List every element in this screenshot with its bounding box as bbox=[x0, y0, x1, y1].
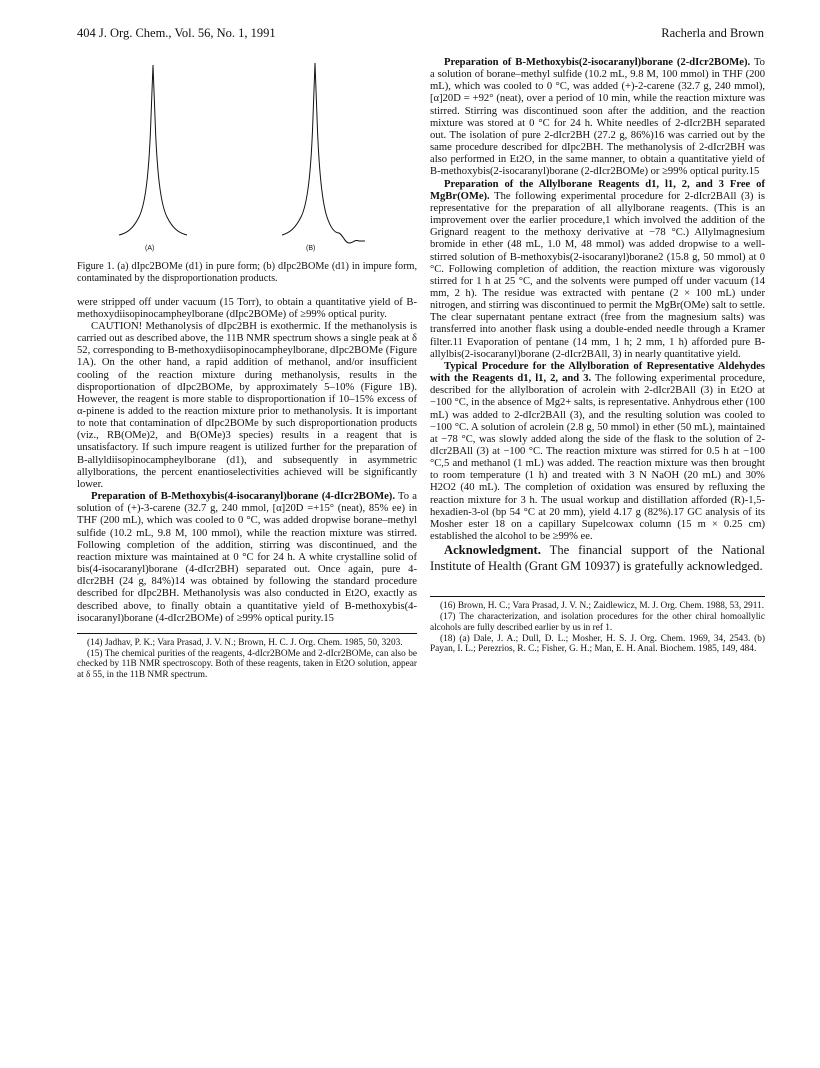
right-procedure-paragraph-1 bbox=[430, 57, 765, 179]
footnote-17: (17) The characterization, and isolation procedures for the other chiral homoallylic alcohols are fully described earlier by us in ref 1. bbox=[430, 612, 765, 633]
nmr-spectra-graphic bbox=[77, 57, 417, 257]
footnote-18: (18) (a) Dale, J. A.; Dull, D. L.; Mosher, H. S. J. Org. Chem. 1969, 34, 2543. (b) Payan, I. L.; Perezrios, R. C.; Fisher, G. H.; Man, E. H. Anal. Biochem. 1985, 149, 484. bbox=[430, 633, 765, 655]
procedure-heading-allylboration: Typical Procedure for the Allylboration of Representative Aldehydes with the Reagents d1, l1, 2, and 3. bbox=[430, 360, 765, 385]
left-paragraph-1: were stripped off under vacuum (15 Torr), to obtain a quantitative yield of B-methoxydiisopinocampheylborane (dIpc2BOMe) of ≥99% optical purity. bbox=[77, 296, 417, 320]
procedure-heading-4-icr: Preparation of B-Methoxybis(4-isocaranyl)borane (4-dIcr2BOMe). bbox=[91, 491, 395, 503]
right-procedure-paragraph-3 bbox=[430, 361, 765, 543]
page-header bbox=[77, 26, 764, 44]
procedure-text-2-icr: To a solution of borane–methyl sulfide (10.2 mL, 9.8 M, 100 mmol) in THF (200 mL), which was cooled to 0 °C, was added (+)-2-carene (32.7 g, 240 mmol), [α]20D = +92° (neat), over a period of 10 min, while the reaction mixture was stirred. Stirring was discontinued soon after the addition, and the reaction mixture was stored at 0 °C for 24 h. White needles of 2-dIcr2BH separated out. The isolation of pure 2-dIcr2BH (27.2 g, 86%)16 was carried out by the same procedure described for dIpc2BH. The methanolysis of 2-dIcr2BH was also performed in Et2O, in the same manner, to obtain a quantitative yield of B-methoxybis(2-isocaranyl)borane (2-dIcr2BOMe) or ≥99% optical purity.15 bbox=[430, 57, 765, 178]
footnote-rule-right bbox=[430, 596, 765, 597]
authors-running-head: Racherla and Brown bbox=[661, 26, 764, 40]
spectrum-b-trace bbox=[282, 63, 365, 243]
footnote-14: (14) Jadhav, P. K.; Vara Prasad, J. V. N.; Brown, H. C. J. Org. Chem. 1985, 50, 3203. bbox=[87, 637, 403, 648]
caution-paragraph: CAUTION! Methanolysis of dIpc2BH is exothermic. If the methanolysis is carried out as described above, the 11B NMR spectrum shows a single peak at δ 52, corresponding to B-methoxydiisopinocampheylborane, dIpc2BOMe (Figure 1A). On the other hand, a rapid addition of methanol, and/or insufficient cooling of the reaction mixture during methanolysis, results in the disproportionation of dIpc2BOMe, by approximately 5–10% (Figure 1B). However, the reagent is more stable to disproportionation if 10–15% excess of α-pinene is added to the reaction mixture prior to methanolysis. It is important to note that contamination of dIpc2BOMe by such disproportionation products (viz., RB(OMe)2, and B(OMe)3 species) results in a reagent that is unsatisfactory. If such impure reagent is utilized further for the preparation of B-allyldiisopinocampheylborane (d1), and subsequently in asymmetric allylborations, the percent enantioselectivities achieved will be significantly lower. bbox=[77, 320, 417, 490]
figure-label-b: (B) bbox=[306, 245, 316, 252]
footnote-15: (15) The chemical purities of the reagents, 4-dIcr2BOMe and 2-dIcr2BOMe, can also be checked by 11B NMR spectroscopy. Both of these reagents, taken in Et2O solution, appear at δ 55, in the 11B NMR spectrum. bbox=[77, 648, 417, 681]
left-procedure-paragraph bbox=[77, 491, 417, 625]
right-column bbox=[430, 57, 765, 655]
procedure-text-allylborane: The following experimental procedure for 2-dIcr2BAll (3) is representative for the preparation of all allylborane reagents. (This is an improvement over the earlier procedure,1 which involved the addition of the Grignard reagent to the methoxy derivative at −78 °C.) Allylmagnesium bromide in ether (48 mL, 1.0 M, 48 mmol) was added dropwise to a well-stirred solution of B-methoxybis(2-isocaranyl)borane2 (15.8 g, 50 mmol) at 0 °C. Following completion of addition, the reaction mixture was vigorously stirred for 1 h at 25 °C, and the solvents were pumped off under vacuum (14 mm, 2 h). The residue was extracted with pentane (2 × 100 mL) under nitrogen, and stirring was discontinued to permit the MgBr(OMe) salt to settle. The clear supernatant pentane extract (free from the magnesium salts) was transferred into another flask using a double-ended needle through a Kramer filter.11 Evaporation of pentane (14 mm, 1 h; 2 mm, 1 h) afforded pure B-allylbis(2-isocaranyl)borane (2-dIcr2BAll, 3) in nearly quantitative yield. bbox=[430, 190, 765, 360]
figure-label-a: (A) bbox=[145, 245, 155, 252]
right-procedure-paragraph-2 bbox=[430, 179, 765, 361]
footnote-16: (16) Brown, H. C.; Vara Prasad, J. V. N.; Zaidlewicz, M. J. Org. Chem. 1988, 53, 2911. bbox=[440, 601, 765, 612]
procedure-heading-allylborane: Preparation of the Allylborane Reagents d1, l1, 2, and 3 Free of MgBr(OMe). bbox=[430, 178, 765, 202]
right-footnotes bbox=[430, 601, 765, 655]
procedure-heading-2-icr: Preparation of B-Methoxybis(2-isocaranyl)borane (2-dIcr2BOMe). bbox=[444, 57, 751, 68]
footnote-rule-left bbox=[77, 633, 417, 634]
left-footnotes bbox=[77, 638, 417, 681]
acknowledgment bbox=[430, 543, 765, 574]
spectrum-a-trace bbox=[119, 65, 187, 235]
procedure-text-4-icr: To a solution of (+)-3-carene (32.7 g, 240 mmol, [α]20D =+15° (neat), 85% ee) in THF (200 mL), which was cooled to 0 °C, was added dropwise borane–methyl sulfide (10.2 mL, 9.8 M, 100 mmol), while the reaction mixture was stirred. Following completion of the addition, stirring was discontinued, and the reaction mixture was maintained at 0 °C for 24 h. A white crystalline solid of bis(4-isocaranyl)borane (4-dIcr2BH) separated out. Once again, pure 4-dIcr2BH (24 g, 84%)14 was obtained by following the standard procedure described for dIpc2BH. Methanolysis was also conducted in Et2O, exactly as described above, to finally obtain a quantitative yield of B-methoxybis(4-isocaranyl)borane (4-dIcr2BOMe) of ≥99% optical purity.15 bbox=[77, 491, 417, 624]
left-column bbox=[77, 57, 417, 681]
procedure-text-allylboration: The following experimental procedure, described for the allylboration of acrolein with 2-dIcr2BAll (3) in Et2O at −100 °C, in the absence of Mg2+ salts, is representative. Anhydrous ether (100 mL) was added to 2-dIcr2BAll (3), and the resulting solution was cooled to −100 °C. A solution of acrolein (2.8 g, 50 mmol) in ether (50 mL), maintained at −78 °C, was slowly added along the side of the flask to the solution of 2-dIcr2BAll (3) at −100 °C. The reaction mixture was stirred for 0.5 h at −100 °C,5 and methanol (1 mL) was added. The reaction mixture was then brought to room temperature (1 h) and treated with 3 N NaOH (20 mL) and 30% H2O2 (40 mL). The completion of oxidation was ensured by refluxing the reaction mixture for 3 h. The usual workup and distillation afforded (R)-1,5-hexadien-3-ol (bp 54 °C at 20 mm), yield 4.17 g (82%).17 GC analysis of its Mosher ester 18 on a capillary Supelcowax column (15 m × 0.25 cm) established the alcohol to be ≥99% ee. bbox=[430, 373, 765, 543]
acknowledgment-heading: Acknowledgment. bbox=[444, 543, 541, 558]
acknowledgment-text: The financial support of the National Institute of Health (Grant GM 10937) is gratefully acknowledged. bbox=[430, 543, 765, 573]
figure-caption: Figure 1. (a) dIpc2BOMe (d1) in pure form; (b) dIpc2BOMe (d1) in impure form, contaminated by the disproportionation products. bbox=[77, 261, 417, 284]
journal-citation: 404 J. Org. Chem., Vol. 56, No. 1, 1991 bbox=[77, 26, 276, 40]
nmr-figure bbox=[77, 57, 417, 257]
